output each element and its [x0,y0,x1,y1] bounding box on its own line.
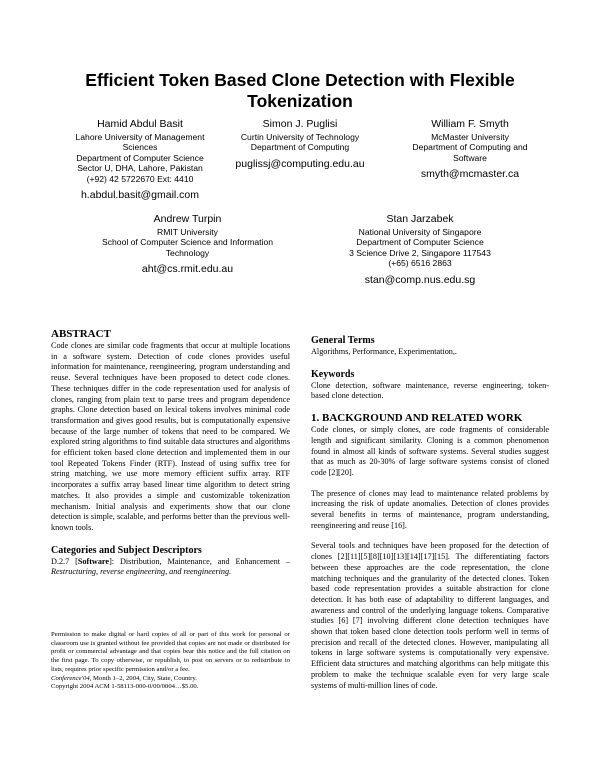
author-block-turpin [95,213,280,276]
author-affiliation: Department of Computer Science [76,152,204,163]
author-block-jarzabek [335,213,505,287]
author-affiliation: (+92) 42 5722670 Ext: 4410 [86,173,194,184]
categories-italic: Restructuring, reverse engineering, and reengineering. [51,567,232,577]
left-column [51,328,290,578]
author-block-basit [55,118,225,202]
author-email[interactable]: aht@cs.rmit.edu.au [141,263,234,276]
author-email[interactable]: stan@comp.nus.edu.sg [364,273,476,286]
author-affiliation: National University of Singapore [358,227,482,237]
categories-code: D.2.7 [ [51,556,78,566]
author-affiliation: School of Computer Science and Information [101,237,273,248]
right-column [311,334,549,691]
copyright-notice [51,631,290,692]
keywords-heading: Keywords [311,368,355,380]
author-affiliation: Sciences [122,142,158,153]
author-affiliation: McMaster University [431,132,509,142]
section1-paragraph: The presence of clones may lead to maintenance related problems by increasing the risk of update anomalies. Detection of clones provides several benefits in terms of maintenance, program understanding, reengineering and reuse [16]. [311,488,549,530]
section1-paragraph: Code clones, or simply clones, are code fragments of considerable length and significant similarity. Cloning is a common phenomenon found in almost all kinds of software systems. Several studies suggest that as much as 20-30% of large software systems consist of cloned code [2][20]. [311,425,549,477]
author-name: Hamid Abdul Basit [97,118,183,130]
categories-bold: Software [77,556,110,566]
paper-title [40,70,560,112]
author-email[interactable]: smyth@mcmaster.ca [420,168,520,181]
author-name: Andrew Turpin [153,213,222,225]
categories-heading: Categories and Subject Descriptors [51,544,202,556]
general-terms-text: Algorithms, Performance, Experimentation,. [311,347,457,356]
section1-heading: 1. BACKGROUND AND RELATED WORK [311,412,523,425]
author-affiliation: Sector U, DHA, Lahore, Pakistan [77,163,203,174]
author-affiliation: Department of Computing [250,142,350,153]
author-affiliation: Technology [165,247,210,258]
author-affiliation: Department of Computer Science [356,237,484,248]
title-line-1: Efficient Token Based Clone Detection with Flexible [85,70,515,90]
categories-rest: ]: Distribution, Maintenance, and Enhancement – [109,556,291,566]
author-affiliation: 3 Science Drive 2, Singapore 117543 [349,247,491,258]
conference-details: , Month 1–2, 2004, City, State, Country. [89,674,197,682]
author-email[interactable]: puglissj@computing.edu.au [235,157,365,170]
copyright-line: Copyright 2004 ACM 1-58113-000-0/00/0004…$5.00. [51,683,199,691]
author-block-puglisi [220,118,380,171]
copyright-text: Permission to make digital or hard copies of all or part of this work for personal or classroom use is granted without fee provided that copies are not made or distributed for profit or commercial advantage and that copies bear this notice and the full citation on the first page. To copy otherwise, or republish, to post on servers or to redistribute to lists, requires prior specific permission and/or a fee. [51,631,290,673]
author-affiliation: Lahore University of Management [75,132,205,142]
author-name: William F. Smyth [431,118,509,130]
conference-line [51,675,290,684]
author-affiliation: Department of Computing and [412,142,528,153]
author-name: Simon J. Puglisi [262,118,338,130]
categories-text [51,557,290,578]
general-terms-heading: General Terms [311,335,375,346]
title-line-2: Tokenization [247,91,353,111]
author-affiliation: RMIT University [157,227,218,237]
author-block-smyth [390,118,550,181]
author-affiliation: (+65) 6516 2863 [388,258,452,269]
conference-name: Conference'04 [51,674,90,682]
abstract-heading: ABSTRACT [51,328,111,340]
author-email[interactable]: h.abdul.basit@gmail.com [80,189,200,202]
author-name: Stan Jarzabek [386,213,454,225]
author-affiliation: Software [453,152,487,163]
author-affiliation: Curtin University of Technology [240,132,360,142]
keywords-text: Clone detection, software maintenance, reverse engineering, token-based clone detection. [311,380,549,401]
section1-paragraph: Several tools and techniques have been proposed for the detection of clones [2][11][5][8][10][13][14][17][15]. The differentiating factors between these approaches are the code representation, the clone matching techniques and the granularity of the detected clones. Token based code representation provides a suitable abstraction for clone detection. It has both ease of adaptability to different languages, and awareness and control of the underlying language tokens. Comparative studies [6] [7] involving different clone detection techniques have shown that token based clone detection tools perform well in terms of precision and recall of the detected clones. However, manipulating all tokens in large software systems is computationally very expensive. Efficient data structures and matching algorithms can help mitigate this problem to make the technique scalable even for very large scale systems of multi-million lines of code. [311,541,549,690]
abstract-text: Code clones are similar code fragments that occur at multiple locations in a software system. Detection of code clones provides useful information for maintenance, reengineering, program understanding and reuse. Several techniques have been proposed to detect code clones. These techniques differ in the code representation used for analysis of clones, ranging from plain text to parse trees and program dependence graphs. Clone detection based on lexical tokens involves minimal code transformation and gives good results, but is computationally expensive because of the large number of tokens that need to be compared. We explored string algorithms to find suitable data structures and algorithms for efficient token based clone detection and implemented them in our tool Repeated Tokens Finder (RTF). Instead of using suffix tree for string matching, we use more memory efficient suffix array. RTF incorporates a suffix array based linear time algorithm to detect string matches. It also provides a simple and customizable tokenization mechanism. Initial analysis and experiments show that our clone detection is simple, scalable, and performs better than the previous well-known tools. [51,341,290,532]
